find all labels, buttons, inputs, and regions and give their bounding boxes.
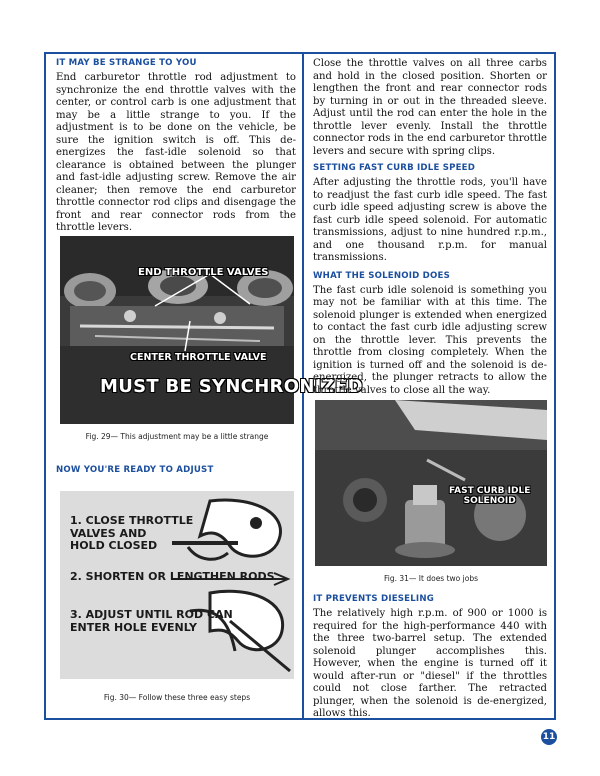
figure-29-caption: Fig. 29— This adjustment may be a little strange (85, 432, 269, 441)
label-fast-curb-idle-solenoid: FAST CURB IDLE SOLENOID (449, 486, 531, 506)
figure-29-photo (60, 236, 363, 424)
right-column-lower (313, 594, 547, 721)
figure-31-photo (315, 400, 547, 566)
solenoid-photo-illustration (315, 400, 547, 566)
section-text-solenoid: The fast curb idle solenoid is something you may not be familiar with at this time. The solenoid plunger is extended when energized to contact the fast curb idle adjusting screw on the throttle lever. This prevents the throttle from closing completely. When the ignition is turned off and the solenoid is de-energized, the plunger retracts to allow the throttle valves to close all the way. (313, 284, 547, 396)
paragraph-close-valves: Close the throttle valves on all three carbs and hold in the closed position. Shorten or lengthen the front and rear connector rods by turning in or out in the threaded sleeve. Adjust until the rod can enter the hole in the throttle lever evenly. Install the throttle connector rods in the end carburetor throttle levers and secure with spring clips. (313, 58, 547, 157)
section-text-dieseling: The relatively high r.p.m. of 900 or 1000 is required for the high-performance 440 with the three two-barrel setup. The extended solenoid plunger accomplishes this. However, when the engine is turned off it would after-run or "diesel" if the throttles could not close farther. The retracted plunger, when the solenoid is de-energized, allows this. (313, 608, 547, 719)
section-heading-fast-curb: SETTING FAST CURB IDLE SPEED (313, 163, 476, 173)
figure-30-illustration (60, 491, 294, 679)
label-end-throttle-valves: END THROTTLE VALVES (138, 267, 269, 278)
section-heading-ready: NOW YOU'RE READY TO ADJUST (56, 465, 214, 475)
step-adjust-until: 3. ADJUST UNTIL ROD CAN ENTER HOLE EVENLY (70, 608, 233, 634)
figure-31-caption: Fig. 31— It does two jobs (384, 574, 478, 583)
figure-30-caption: Fig. 30— Follow these three easy steps (103, 693, 251, 702)
section-heading-dieseling: IT PREVENTS DIESELING (313, 594, 434, 604)
page-number: 11 (541, 729, 557, 745)
section-heading-strange: IT MAY BE STRANGE TO YOU (56, 58, 197, 68)
label-must-be-synchronized: MUST BE SYNCHRONIZED (100, 376, 363, 397)
section-text-strange: End carburetor throttle rod adjustment to synchronize the end throttle valves with the center, or control carb is one adjustment that may be a little strange to you. If the adjustment is to be done on the vehicle, be sure the ignition switch is off. This de-energizes the fast-idle solenoid so that clearance is obtained between the plunger and fast-idle adjusting screw. Remove the air cleaner; then remove the end carburetor throttle connector rod clips and disengage the front and rear connector rods from the throttle levers. (56, 72, 296, 233)
section-text-fast-curb: After adjusting the throttle rods, you'll have to readjust the fast curb idle speed. The fast curb idle speed adjusting screw is above the fast curb idle speed solenoid. For automatic transmissions, adjust to nine hundred r.p.m., and one thousand r.p.m. for manual transmissions. (313, 177, 547, 263)
step-close-throttle: 1. CLOSE THROTTLE VALVES AND HOLD CLOSED (70, 514, 194, 552)
right-column (313, 58, 547, 397)
step-shorten-lengthen: 2. SHORTEN OR LENGTHEN RODS (70, 570, 275, 583)
left-column (56, 58, 296, 235)
label-center-throttle-valve: CENTER THROTTLE VALVE (130, 352, 267, 363)
section-heading-solenoid: WHAT THE SOLENOID DOES (313, 270, 450, 281)
